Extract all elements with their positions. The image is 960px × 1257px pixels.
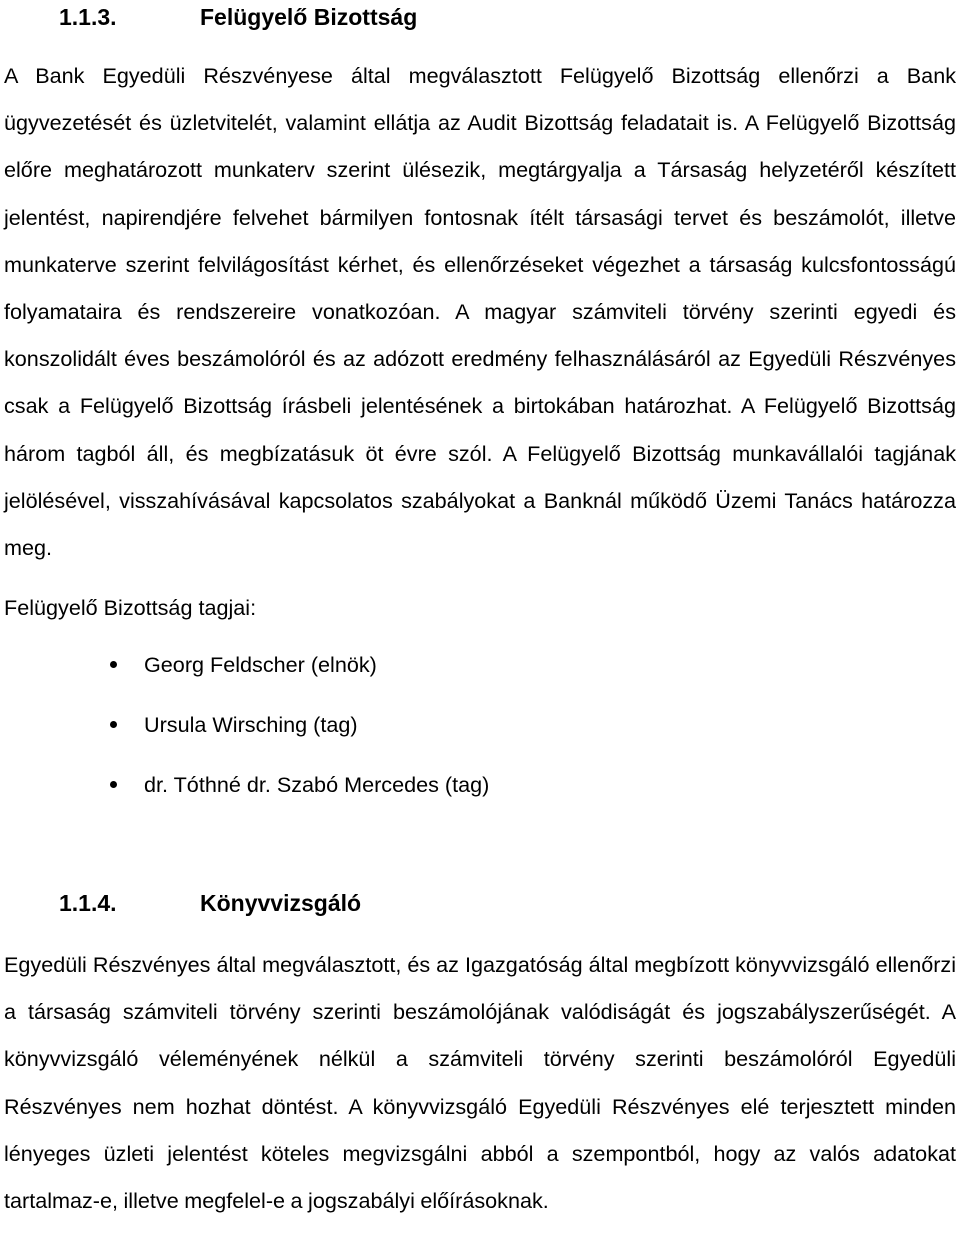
section-number: 1.1.4. [59, 890, 117, 916]
member-name: Ursula Wirsching (tag) [144, 712, 358, 737]
bullet-icon [110, 721, 117, 728]
section-number: 1.1.3. [59, 4, 117, 30]
section-heading-supervisory-board [59, 2, 417, 32]
members-label: Felügyelő Bizottság tagjai: [4, 595, 257, 620]
member-name: dr. Tóthné dr. Szabó Mercedes (tag) [144, 772, 490, 797]
bullet-icon [110, 661, 117, 668]
member-name: Georg Feldscher (elnök) [144, 652, 377, 677]
supervisory-board-paragraph: A Bank Egyedüli Részvényese által megválasztott Felügyelő Bizottság ellenőrzi a Bank ügyvezetését és üzletvitelét, valamint ellátja az Audit Bizottság feladatait is. A Felügyelő Bizottság előre meghatározott munkaterv szerint ülésezik, megtárgyalja a Társaság helyzetéről készített jelentést, napirendjére felvehet bármilyen fontosnak ítélt társasági tervet és beszámolót, illetve munkaterve szerint felvilágosítást kérhet, és ellenőrzéseket végezhet a társaság kulcsfontosságú folyamataira és rendszereire vonatkozóan. A magyar számviteli törvény szerinti egyedi és konszolidált éves beszámolóról és az adózott eredmény felhasználásáról az Egyedüli Részvényes csak a Felügyelő Bizottság írásbeli jelentésének a birtokában határozhat. A Felügyelő Bizottság három tagból áll, és megbízatásuk öt évre szól. A Felügyelő Bizottság munkavállalói tagjának jelölésével, visszahívásával kapcsolatos szabályokat a Banknál működő Üzemi Tanács határozza meg. [4, 63, 956, 561]
auditor-paragraph: Egyedüli Részvényes által megválasztott, és az Igazgatóság által megbízott könyvvizsgáló ellenőrzi a társaság számviteli törvény szerinti beszámolójának valódiságát és jogszabályszerűségét. A könyvvizsgáló véleményének nélkül a számviteli törvény szerinti beszámolóról Egyedüli Részvényes nem hozhat döntést. A könyvvizsgáló Egyedüli Részvényes elé terjesztett minden lényeges üzleti jelentést köteles megvizsgálni abból a szempontból, hogy az valós adatokat tartalmaz-e, illetve megfelel-e a jogszabályi előírásoknak. [4, 952, 956, 1214]
section-title: Felügyelő Bizottság [200, 4, 418, 30]
bullet-icon [110, 781, 117, 788]
section-heading-auditor [59, 888, 361, 918]
section-title: Könyvvizsgáló [200, 890, 362, 916]
